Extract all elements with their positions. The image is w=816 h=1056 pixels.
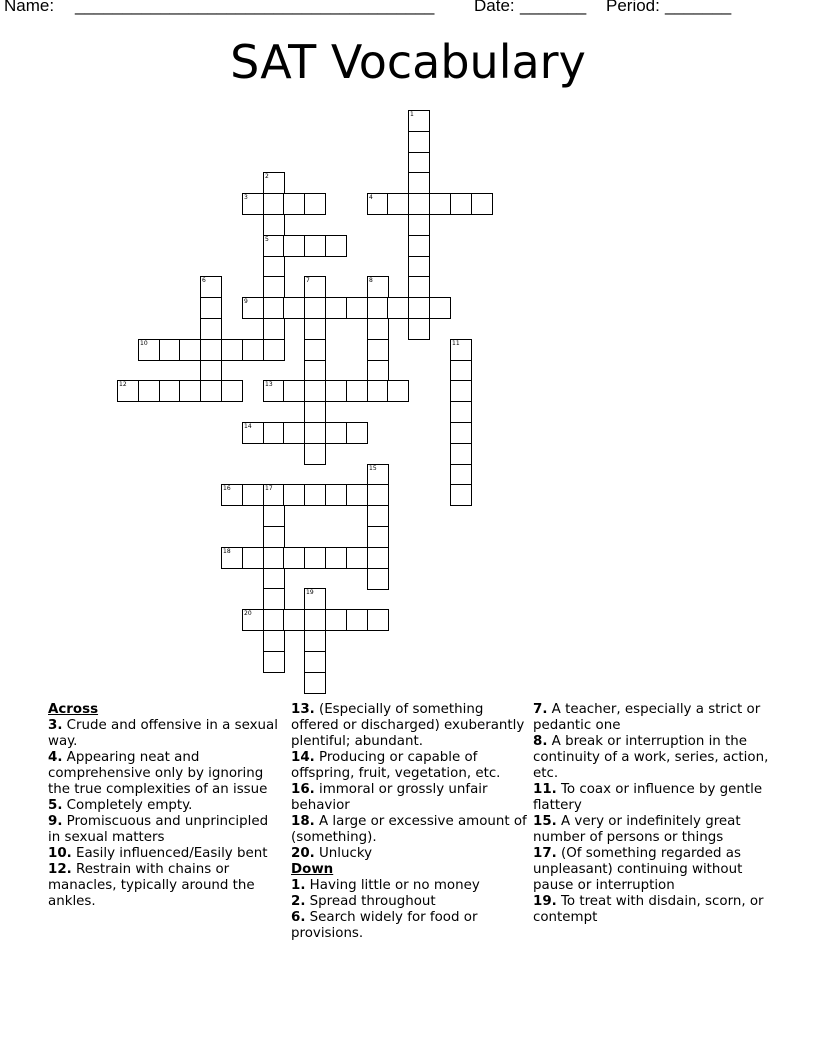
grid-cell[interactable]: [200, 276, 222, 298]
grid-cell[interactable]: [117, 380, 139, 402]
clue-item: [291, 846, 527, 862]
clue-text: Completely empty.: [62, 798, 193, 813]
grid-cell[interactable]: [242, 193, 264, 215]
clue-item: [291, 750, 527, 782]
clue-number: 6: [202, 277, 206, 284]
grid-cell[interactable]: [242, 422, 264, 444]
clue-number-label: 20.: [291, 846, 315, 861]
grid-cell[interactable]: [429, 193, 451, 215]
grid-cell[interactable]: [387, 380, 409, 402]
clue-text: immoral or grossly unfair behavior: [291, 782, 488, 813]
grid-cell[interactable]: [387, 297, 409, 319]
across-clue-list-continued: [291, 702, 527, 862]
clue-item: [48, 798, 284, 814]
clue-item: [533, 814, 769, 846]
clues-column-3: [533, 702, 769, 926]
grid-cell[interactable]: [283, 422, 305, 444]
grid-cell[interactable]: [263, 505, 285, 527]
clue-item: [291, 894, 527, 910]
grid-cell[interactable]: [325, 235, 347, 257]
clue-text: Spread throughout: [305, 894, 436, 909]
clue-item: [291, 702, 527, 750]
grid-cell[interactable]: [200, 380, 222, 402]
grid-cell[interactable]: [367, 547, 389, 569]
grid-cell[interactable]: [367, 318, 389, 340]
clue-number-label: 10.: [48, 846, 72, 861]
grid-cell[interactable]: [200, 318, 222, 340]
period-blank[interactable]: _______: [665, 0, 732, 15]
grid-cell[interactable]: [408, 276, 430, 298]
grid-cell[interactable]: [408, 318, 430, 340]
period-label: Period:: [606, 0, 660, 15]
clue-number-label: 1.: [291, 878, 306, 893]
grid-cell[interactable]: [159, 380, 181, 402]
clue-text: A break or interruption in the continuity of a work, series, action, etc.: [533, 734, 769, 781]
clue-number: 20: [244, 610, 252, 617]
grid-cell[interactable]: [367, 193, 389, 215]
grid-cell[interactable]: [408, 172, 430, 194]
clue-text: To coax or influence by gentle flattery: [533, 782, 763, 813]
grid-cell[interactable]: [263, 380, 285, 402]
clue-text: (Of something regarded as unpleasant) continuing without pause or interruption: [533, 846, 743, 893]
grid-cell[interactable]: [242, 297, 264, 319]
clue-text: Promiscuous and unprincipled in sexual matters: [48, 814, 269, 845]
clue-item: [291, 814, 527, 846]
clue-number: 19: [306, 589, 314, 596]
grid-cell[interactable]: [263, 235, 285, 257]
down-clue-list-continued: [533, 702, 769, 926]
grid-cell[interactable]: [450, 464, 472, 486]
grid-cell[interactable]: [367, 380, 389, 402]
grid-cell[interactable]: [325, 297, 347, 319]
grid-cell[interactable]: [138, 380, 160, 402]
clue-number-label: 12.: [48, 862, 72, 877]
grid-cell[interactable]: [408, 256, 430, 278]
clue-number-label: 8.: [533, 734, 548, 749]
grid-cell[interactable]: [304, 547, 326, 569]
grid-cell[interactable]: [387, 193, 409, 215]
clue-text: A very or indefinitely great number of persons or things: [533, 814, 741, 845]
clue-number: 11: [452, 340, 460, 347]
grid-cell[interactable]: [221, 380, 243, 402]
grid-cell[interactable]: [304, 193, 326, 215]
grid-cell[interactable]: [263, 256, 285, 278]
grid-cell[interactable]: [221, 484, 243, 506]
clue-number: 15: [369, 465, 377, 472]
grid-cell[interactable]: [367, 339, 389, 361]
grid-cell[interactable]: [450, 380, 472, 402]
clue-item: [48, 814, 284, 846]
grid-cell[interactable]: [263, 484, 285, 506]
grid-cell[interactable]: [304, 380, 326, 402]
page-title: SAT Vocabulary: [230, 35, 586, 89]
clue-item: [48, 750, 284, 798]
grid-cell[interactable]: [367, 568, 389, 590]
grid-cell[interactable]: [263, 651, 285, 673]
clue-number-label: 9.: [48, 814, 63, 829]
grid-cell[interactable]: [304, 609, 326, 631]
grid-cell[interactable]: [263, 339, 285, 361]
grid-cell[interactable]: [221, 339, 243, 361]
clues-column-1: [48, 702, 284, 910]
grid-cell[interactable]: [450, 401, 472, 423]
clue-item: [533, 734, 769, 782]
clue-text: Having little or no money: [305, 878, 480, 893]
grid-cell[interactable]: [304, 443, 326, 465]
grid-cell[interactable]: [304, 672, 326, 694]
clue-number: 12: [119, 381, 127, 388]
clue-item: [533, 782, 769, 814]
clue-item: [533, 702, 769, 734]
clue-item: [533, 894, 769, 926]
grid-cell[interactable]: [221, 547, 243, 569]
down-clue-list: [291, 878, 527, 942]
across-clue-list: [48, 718, 284, 910]
clue-number: 2: [265, 173, 269, 180]
clue-number-label: 4.: [48, 750, 63, 765]
grid-cell[interactable]: [304, 276, 326, 298]
date-blank[interactable]: _______: [520, 0, 587, 15]
name-blank[interactable]: ______________________________________: [75, 0, 435, 15]
clue-number: 17: [265, 485, 273, 492]
grid-cell[interactable]: [263, 193, 285, 215]
grid-cell[interactable]: [367, 526, 389, 548]
clue-text: Producing or capable of offspring, fruit, vegetation, etc.: [291, 750, 501, 781]
grid-cell[interactable]: [408, 110, 430, 132]
clue-text: A teacher, especially a strict or pedantic one: [533, 702, 761, 733]
grid-cell[interactable]: [200, 297, 222, 319]
grid-cell[interactable]: [304, 651, 326, 673]
clue-number: 13: [265, 381, 273, 388]
grid-cell[interactable]: [367, 276, 389, 298]
clue-number: 9: [244, 298, 248, 305]
grid-cell[interactable]: [346, 609, 368, 631]
clue-number: 14: [244, 423, 252, 430]
grid-cell[interactable]: [263, 526, 285, 548]
grid-cell[interactable]: [242, 484, 264, 506]
grid-cell[interactable]: [242, 547, 264, 569]
grid-cell[interactable]: [263, 276, 285, 298]
grid-cell[interactable]: [200, 339, 222, 361]
clue-item: [533, 846, 769, 894]
clues-column-2: [291, 702, 527, 942]
grid-cell[interactable]: [325, 547, 347, 569]
grid-cell[interactable]: [367, 484, 389, 506]
clue-number-label: 6.: [291, 910, 306, 925]
grid-cell[interactable]: [367, 609, 389, 631]
clue-number-label: 3.: [48, 718, 63, 733]
grid-cell[interactable]: [283, 297, 305, 319]
clue-number: 18: [223, 548, 231, 555]
grid-cell[interactable]: [263, 588, 285, 610]
grid-cell[interactable]: [367, 505, 389, 527]
grid-cell[interactable]: [408, 193, 430, 215]
clue-number-label: 13.: [291, 702, 315, 717]
grid-cell[interactable]: [408, 297, 430, 319]
grid-cell[interactable]: [263, 318, 285, 340]
clue-number-label: 7.: [533, 702, 548, 717]
grid-cell[interactable]: [283, 235, 305, 257]
grid-cell[interactable]: [346, 297, 368, 319]
clue-number-label: 17.: [533, 846, 557, 861]
grid-cell[interactable]: [283, 380, 305, 402]
grid-cell[interactable]: [263, 297, 285, 319]
grid-cell[interactable]: [304, 422, 326, 444]
grid-cell[interactable]: [450, 193, 472, 215]
clue-text: (Especially of something offered or discharged) exuberantly plentiful; abundant.: [291, 702, 525, 749]
grid-cell[interactable]: [304, 297, 326, 319]
clue-item: [291, 878, 527, 894]
grid-cell[interactable]: [346, 422, 368, 444]
name-label: Name:: [4, 0, 55, 15]
clue-item: [291, 782, 527, 814]
grid-cell[interactable]: [367, 464, 389, 486]
grid-cell[interactable]: [304, 360, 326, 382]
clue-item: [291, 910, 527, 942]
grid-cell[interactable]: [179, 380, 201, 402]
date-label: Date:: [474, 0, 515, 15]
grid-cell[interactable]: [242, 339, 264, 361]
clue-number: 10: [140, 340, 148, 347]
grid-cell[interactable]: [408, 131, 430, 153]
grid-cell[interactable]: [179, 339, 201, 361]
grid-cell[interactable]: [408, 235, 430, 257]
clue-text: Restrain with chains or manacles, typically around the ankles.: [48, 862, 255, 909]
grid-cell[interactable]: [263, 547, 285, 569]
grid-cell[interactable]: [325, 609, 347, 631]
grid-cell[interactable]: [367, 360, 389, 382]
clue-text: Appearing neat and comprehensive only by ignoring the true complexities of an issue: [48, 750, 268, 797]
grid-cell[interactable]: [429, 297, 451, 319]
grid-cell[interactable]: [283, 193, 305, 215]
clue-number: 16: [223, 485, 231, 492]
grid-cell[interactable]: [242, 609, 264, 631]
grid-cell[interactable]: [325, 380, 347, 402]
grid-cell[interactable]: [263, 214, 285, 236]
clue-text: Search widely for food or provisions.: [291, 910, 478, 941]
grid-cell[interactable]: [450, 484, 472, 506]
grid-cell[interactable]: [325, 422, 347, 444]
grid-cell[interactable]: [304, 484, 326, 506]
grid-cell[interactable]: [263, 630, 285, 652]
grid-cell[interactable]: [159, 339, 181, 361]
clue-number: 3: [244, 194, 248, 201]
header-line: [0, 0, 816, 22]
grid-cell[interactable]: [304, 235, 326, 257]
clue-number-label: 19.: [533, 894, 557, 909]
grid-cell[interactable]: [304, 318, 326, 340]
grid-cell[interactable]: [138, 339, 160, 361]
grid-cell[interactable]: [283, 609, 305, 631]
clue-number: 1: [410, 111, 414, 118]
grid-cell[interactable]: [283, 547, 305, 569]
grid-cell[interactable]: [471, 193, 493, 215]
grid-cell[interactable]: [200, 360, 222, 382]
grid-cell[interactable]: [346, 547, 368, 569]
clue-number-label: 15.: [533, 814, 557, 829]
grid-cell[interactable]: [408, 152, 430, 174]
clue-number-label: 16.: [291, 782, 315, 797]
down-heading: Down: [291, 862, 334, 877]
grid-cell[interactable]: [346, 380, 368, 402]
grid-cell[interactable]: [304, 339, 326, 361]
clue-item: [48, 718, 284, 750]
across-heading: Across: [48, 702, 99, 717]
grid-cell[interactable]: [450, 339, 472, 361]
grid-cell[interactable]: [450, 360, 472, 382]
clue-text: Easily influenced/Easily bent: [71, 846, 268, 861]
grid-cell[interactable]: [263, 568, 285, 590]
grid-cell[interactable]: [304, 401, 326, 423]
grid-cell[interactable]: [283, 484, 305, 506]
clue-number-label: 5.: [48, 798, 63, 813]
clue-number: 5: [265, 236, 269, 243]
grid-cell[interactable]: [304, 588, 326, 610]
grid-cell[interactable]: [450, 443, 472, 465]
clue-number-label: 11.: [533, 782, 557, 797]
grid-cell[interactable]: [263, 172, 285, 194]
clue-text: To treat with disdain, scorn, or contempt: [533, 894, 764, 925]
grid-cell[interactable]: [325, 484, 347, 506]
grid-cell[interactable]: [346, 484, 368, 506]
grid-cell[interactable]: [304, 630, 326, 652]
clue-number: 4: [369, 194, 373, 201]
clue-number-label: 14.: [291, 750, 315, 765]
grid-cell[interactable]: [263, 609, 285, 631]
clue-number-label: 2.: [291, 894, 306, 909]
grid-cell[interactable]: [367, 297, 389, 319]
clue-item: [48, 846, 284, 862]
clue-text: A large or excessive amount of (something).: [291, 814, 527, 845]
clue-text: Unlucky: [314, 846, 373, 861]
grid-cell[interactable]: [408, 214, 430, 236]
grid-cell[interactable]: [263, 422, 285, 444]
clue-number: 8: [369, 277, 373, 284]
clue-text: Crude and offensive in a sexual way.: [48, 718, 278, 749]
grid-cell[interactable]: [450, 422, 472, 444]
clue-item: [48, 862, 284, 910]
clue-number-label: 18.: [291, 814, 315, 829]
clue-number: 7: [306, 277, 310, 284]
